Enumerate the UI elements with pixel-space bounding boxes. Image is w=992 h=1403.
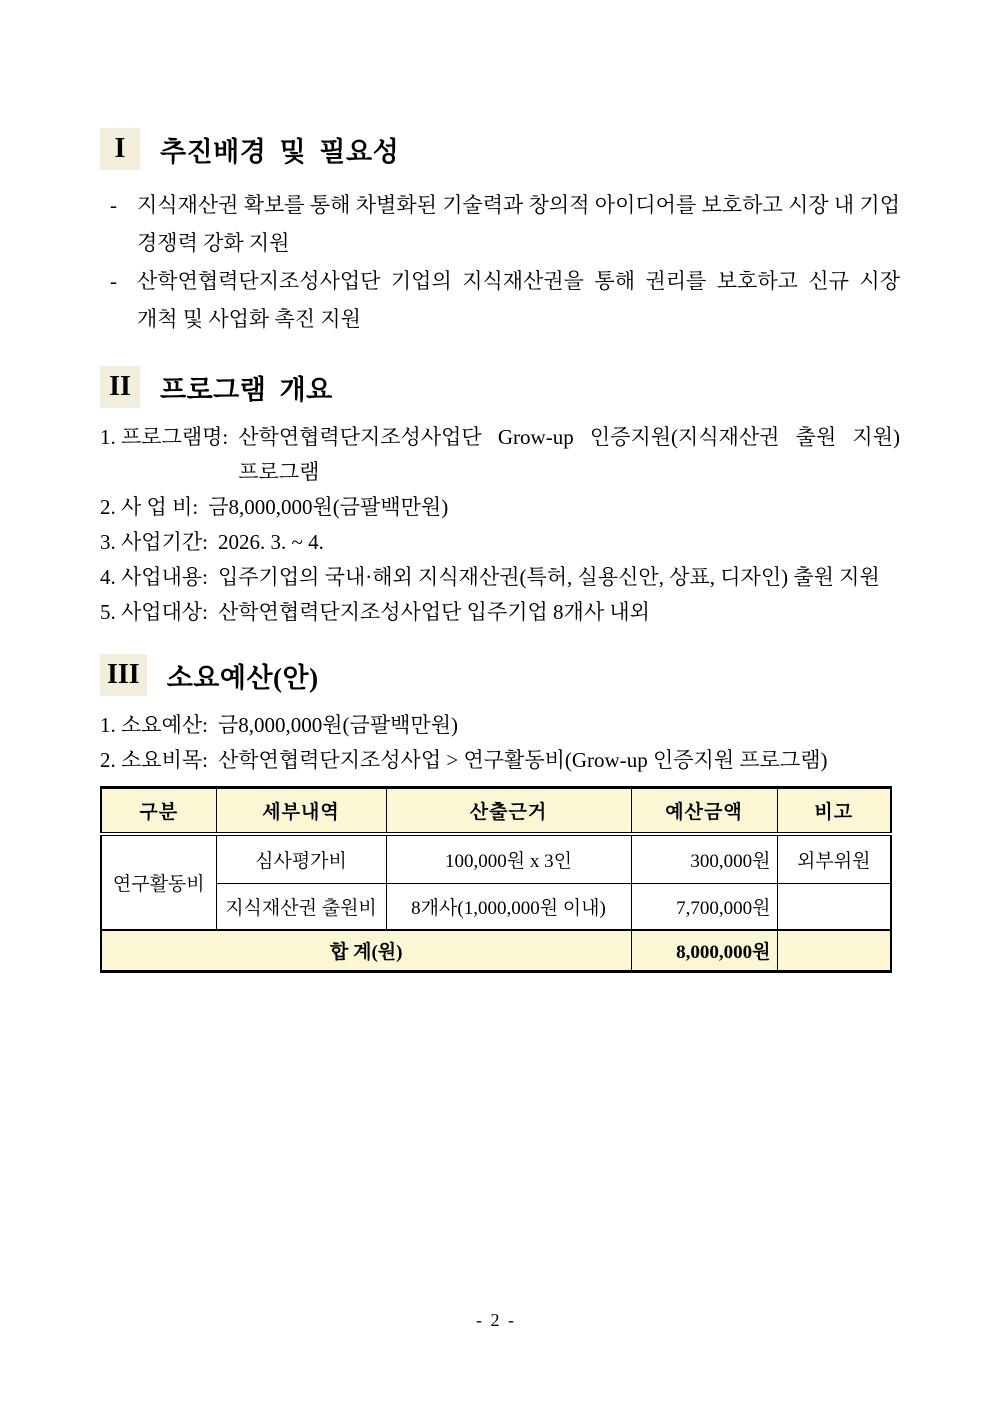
bullet-text: 산학연협력단지조성사업단 기업의 지식재산권을 통해 권리를 보호하고 신규 시장 개척 및 사업화 촉진 지원 xyxy=(137,269,900,331)
cell-basis: 100,000원 x 3인 xyxy=(386,834,631,884)
list-item xyxy=(100,525,900,560)
bullet-item xyxy=(100,262,900,338)
cell-detail: 지식재산권 출원비 xyxy=(216,884,386,930)
section-1-title: 추진배경 및 필요성 xyxy=(160,136,400,167)
col-header-detail: 세부내역 xyxy=(216,788,386,834)
cell-total-note xyxy=(777,930,891,972)
item-text: 금8,000,000원(금팔백만원) xyxy=(217,713,458,737)
cell-total-amount: 8,000,000원 xyxy=(631,930,777,972)
cell-detail: 심사평가비 xyxy=(216,834,386,884)
cell-note: 외부위원 xyxy=(777,834,891,884)
table-row xyxy=(101,834,891,884)
item-label: 2. 사 업 비: xyxy=(100,495,199,519)
col-header-basis: 산출근거 xyxy=(386,788,631,834)
table-total-row xyxy=(101,930,891,972)
item-label: 1. 프로그램명: xyxy=(100,425,229,449)
section-background xyxy=(100,128,900,338)
list-item xyxy=(100,420,900,490)
section-3-numeral-box: III xyxy=(100,654,147,696)
list-item xyxy=(100,743,900,778)
budget-table-header-row xyxy=(101,788,891,834)
section-program-overview xyxy=(100,366,900,630)
section-1-header xyxy=(100,128,900,170)
section-1-bullet-list xyxy=(100,186,900,338)
list-item xyxy=(100,595,900,630)
budget-table xyxy=(100,786,892,973)
list-item xyxy=(100,708,900,743)
item-label: 2. 소요비목: xyxy=(100,748,208,772)
section-2-numeral-box: II xyxy=(100,366,140,408)
item-text: 산학연협력단지조성사업 > 연구활동비(Grow-up 인증지원 프로그램) xyxy=(217,748,828,772)
item-label: 1. 소요예산: xyxy=(100,713,208,737)
section-1-numeral-box: I xyxy=(100,128,140,170)
section-3-item-list xyxy=(100,708,900,778)
section-3-title: 소요예산(안) xyxy=(166,662,319,693)
bullet-dash: - xyxy=(110,193,117,217)
cell-total-label: 합 계(원) xyxy=(101,930,631,972)
item-text: 금8,000,000원(금팔백만원) xyxy=(208,495,449,519)
item-text: 산학연협력단지조성사업단 입주기업 8개사 내외 xyxy=(217,600,650,624)
item-label: 5. 사업대상: xyxy=(100,600,208,624)
cell-basis: 8개사(1,000,000원 이내) xyxy=(386,884,631,930)
list-item xyxy=(100,560,900,595)
bullet-item xyxy=(100,186,900,262)
item-label: 4. 사업내용: xyxy=(100,565,208,589)
cell-group: 연구활동비 xyxy=(101,834,216,930)
section-2-item-list xyxy=(100,420,900,630)
col-header-amount: 예산금액 xyxy=(631,788,777,834)
bullet-dash: - xyxy=(110,269,117,293)
list-item xyxy=(100,490,900,525)
cell-note xyxy=(777,884,891,930)
item-text: 산학연협력단지조성사업단 Grow-up 인증지원(지식재산권 출원 지원) 프로그램 xyxy=(238,425,900,484)
cell-amount: 300,000원 xyxy=(631,834,777,884)
cell-amount: 7,700,000원 xyxy=(631,884,777,930)
item-text: 2026. 3. ~ 4. xyxy=(217,530,324,554)
page-number: - 2 - xyxy=(476,1310,516,1330)
section-2-title: 프로그램 개요 xyxy=(160,374,333,405)
table-row xyxy=(101,884,891,930)
section-budget xyxy=(100,654,900,973)
item-label: 3. 사업기간: xyxy=(100,530,208,554)
col-header-category: 구분 xyxy=(101,788,216,834)
item-text: 입주기업의 국내·해외 지식재산권(특허, 실용신안, 상표, 디자인) 출원 지원 xyxy=(217,565,880,589)
bullet-text: 지식재산권 확보를 통해 차별화된 기술력과 창의적 아이디어를 보호하고 시장 내 기업 경쟁력 강화 지원 xyxy=(137,193,900,255)
col-header-note: 비고 xyxy=(777,788,891,834)
section-3-header xyxy=(100,654,900,696)
section-2-header xyxy=(100,366,900,408)
